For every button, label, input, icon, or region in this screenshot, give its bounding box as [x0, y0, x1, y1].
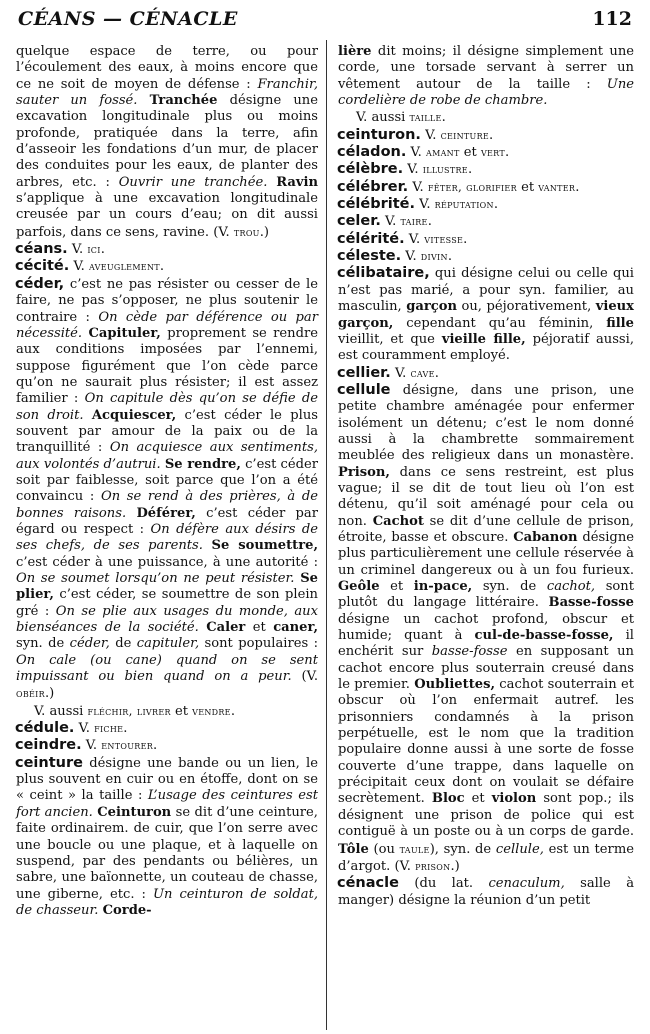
definition-text: V. [404, 231, 425, 247]
see-also-ceder [16, 703, 318, 720]
synonym-term: Ceinturon [97, 804, 172, 820]
synonym-term: Bloc [431, 791, 465, 807]
cross-reference: trou [233, 224, 260, 239]
example-text: On se soumet lorsqu’on ne peut résister. [16, 571, 295, 586]
definition-text: . [230, 703, 235, 719]
definition-text: péjoratif aussi, est couramment employé. [338, 331, 634, 364]
definition-text: V. [390, 365, 411, 381]
definition-text: se dit d’une ceinture, faite ordinairem. de cuir, que l’on serre avec une boucle ou une plaque, et à laquelle on suspend, par des pendants ou bélières, un sabre, une baïonnette, un couteau de chasse, une giberne, etc. : [16, 804, 318, 902]
right-column [338, 44, 634, 909]
definition-text: et [516, 179, 539, 195]
synonym-term: Cabanon [513, 529, 578, 545]
synonym-term: cul-de-basse-fosse, [474, 628, 614, 644]
definition-text: est un terme d’argot. (V. [338, 841, 634, 874]
cross-reference: prison [415, 858, 451, 873]
definition-text: sont pop.; ils désignent une prison de police qui est contiguë à un poste ou à un corps de garde. [338, 791, 634, 840]
definition-text: désigne plus particulièrement une cellule réservée à un criminel dangereux ou à un fou furieux. [338, 529, 634, 578]
synonym-term: violon [491, 791, 537, 807]
example-text: L’usage des ceintures est fort ancien. [16, 788, 319, 820]
headword: cécité. [15, 258, 70, 275]
cross-reference: fléchir, livrer [87, 703, 171, 718]
headword: cellule [337, 381, 391, 398]
definition-text: . [123, 721, 128, 737]
definition-text: (du lat. [398, 876, 489, 892]
cross-reference: fêter, glorifier [427, 179, 517, 194]
entry-ceans [16, 241, 318, 258]
definition-text: sont plutôt du langage littéraire. [338, 579, 634, 611]
definition-text: V. [81, 738, 102, 754]
synonym-term: Se soumettre, [211, 538, 319, 554]
synonym-term: Corde- [102, 902, 152, 918]
definition-text: qui désigne celui ou celle qui n’est pas marié, a pour syn. familier, au masculin, [338, 266, 634, 315]
entry-celeste [338, 248, 634, 265]
definition-text: c’est céder à une puissance, à une autorité : [16, 554, 318, 570]
definition-text: se dit d’une cellule de prison, étroite, basse et obscure. [338, 513, 635, 545]
definition-text: et [379, 579, 414, 594]
definition-text: . [575, 179, 580, 195]
definition-text [267, 175, 276, 190]
entry-celer [338, 213, 634, 230]
definition-text: . [427, 214, 432, 230]
definition-text: s’applique à une excavation longitudinale creusée par un cours d’eau; on dit aussi parfois, dans ce sens, ravine. (V. [16, 191, 318, 240]
cross-reference: vanter [538, 179, 576, 194]
definition-text: dans ce sens restreint, est plus vague; il se dit de tout lieu où l’on est détenu, qu’il soit aménagé pour cela ou non. [338, 464, 634, 529]
cross-reference: obéir [16, 686, 45, 701]
definition-text: . [505, 145, 510, 161]
headword: célibataire, [337, 265, 430, 282]
definition-text: il enchérit sur [338, 628, 634, 660]
synonym-term: Acquiescer, [91, 407, 177, 423]
definition-text: V. [69, 259, 89, 275]
entry-ceinturon [338, 127, 634, 144]
definition-text [137, 93, 149, 108]
entry-ceder [16, 276, 318, 703]
cross-reference: réputation [434, 197, 494, 212]
cross-reference: taire [400, 214, 428, 229]
example-text: cellule, [495, 841, 544, 857]
example-text: On défère aux désirs de ses chefs, de ses parents. [16, 521, 318, 554]
synonym-term: Se rendre, [164, 456, 241, 472]
definition-text: et [170, 703, 193, 719]
definition-text: et [245, 620, 274, 636]
definition-text: . [489, 127, 494, 143]
synonym-term: fille [606, 315, 634, 331]
definition-text: . [441, 110, 446, 126]
headword: célèbre. [337, 161, 404, 178]
synonym-term: Caler [206, 620, 246, 636]
definition-text: . [447, 249, 452, 265]
synonym-term: Déférer, [136, 505, 196, 521]
example-text: cachot, [546, 579, 596, 594]
headword: cénacle [337, 875, 399, 892]
entry-celebrer [338, 179, 634, 196]
entry-continuation [16, 44, 318, 241]
definition-text: c’est céder soit par faiblesse, soit parce que l’on a été convaincu : [16, 456, 318, 505]
synonym-term: Tranchée [149, 93, 218, 109]
synonym-term: Tôle [338, 841, 369, 857]
running-head: CÉANS — CÉNACLE [18, 8, 238, 30]
definition-text: cachot souterrain et obscur où l’on enfermait autref. les prisonniers condamnés à la prison perpétuelle, est le nom que la tradition populaire donne aussi à une sorte de fosse couverte d’une trappe, dans laquelle on précipitait ceux dont on voulait se défaire secrètement. [338, 677, 634, 807]
definition-text: (ou [368, 841, 400, 857]
example-text: On cède par déférence ou par nécessité. [16, 309, 318, 341]
definition-text: c’est céder par égard ou respect : [16, 505, 318, 537]
headword: célébrité. [337, 196, 416, 213]
headword: ceinturon. [337, 126, 421, 143]
definition-text: proprement se rendre aux conditions imposées par l’ennemi, suppose figurément que l’on cède parce qu’on ne saurait plus résister; il est assez familier : [16, 325, 318, 407]
definition-text: ), syn. de [429, 841, 496, 857]
cross-reference: ceinture [440, 127, 490, 142]
headword: célérité. [337, 230, 405, 247]
definition-text: en supposant un cachot encore plus souterrain creusé dans le premier. [338, 644, 634, 693]
headword: célébrer. [337, 178, 409, 195]
example-text: Un ceinturon de soldat, de chasseur. [16, 886, 319, 918]
definition-text: . [153, 738, 158, 754]
example-text: basse-fosse [431, 644, 508, 660]
synonym-term: in-pace, [413, 579, 473, 594]
cross-reference: entourer [101, 738, 154, 753]
definition-text: V. [67, 242, 88, 258]
entry-cellule [338, 382, 634, 875]
synonym-term: Ravin [276, 174, 318, 190]
definition-text [84, 408, 92, 423]
definition-text: V. [401, 249, 421, 265]
synonym-term: Prison, [338, 464, 390, 480]
entry-continuation [338, 44, 634, 109]
synonym-term: Se plier, [16, 571, 318, 603]
page-header [18, 6, 632, 34]
definition-text: V. [403, 162, 423, 178]
synonym-term: Oubliettes, [414, 677, 495, 693]
example-text: Ouvrir une tranchée. [118, 174, 268, 190]
synonym-term: Geôle [338, 579, 380, 594]
definition-text: désigne une excavation longitudinale plus ou moins profonde, pratiquée dans la terre, afin d’asseoir les fondations d’un mur, de placer des conduites pour les eaux, de planter des arbres, etc. : [16, 93, 318, 190]
entry-celebre [338, 161, 634, 178]
cross-reference: fiche [94, 721, 124, 736]
example-text: cenaculum, [488, 876, 565, 892]
example-text: céder, [69, 636, 110, 652]
example-text: On capitule dès qu’on se défie de son droit. [16, 391, 318, 423]
cross-reference: vert [480, 145, 505, 160]
definition-text: syn. de [16, 636, 70, 652]
definition-text: sont populaires : [199, 636, 318, 652]
entry-celerite [338, 231, 634, 248]
definition-text: c’est céder le plus souvent par amour de la paix ou de la tranquillité : [16, 407, 318, 456]
definition-text: . [100, 242, 105, 258]
definition-text: V. [420, 127, 441, 143]
definition-text: désigne une bande ou un lien, le plus souvent en cuir ou en étoffe, dont on se « ceint » la taille : [16, 755, 318, 804]
definition-text: V. [74, 721, 95, 737]
definition-text: .) [450, 858, 460, 874]
headword: céder, [15, 275, 65, 292]
page-number: 112 [592, 8, 632, 30]
headword: ceinture [15, 754, 83, 771]
definition-text: cependant qu’au féminin, [393, 315, 607, 331]
entry-ceinture [16, 755, 318, 919]
definition-text: désigne un cachot profond, obscur et humide; quant à [338, 611, 634, 644]
definition-text: et [459, 145, 481, 161]
left-column [16, 44, 318, 919]
entry-cellier [338, 365, 634, 382]
definition-text: et [464, 791, 492, 807]
example-text: capituler, [136, 636, 200, 652]
definition-text: .) [44, 686, 55, 702]
cross-reference: taille [409, 110, 442, 125]
definition-text: ou, péjorativement, [456, 299, 596, 315]
headword: celer. [337, 213, 381, 230]
example-text: Franchir, sauter un fossé. [16, 76, 318, 109]
definition-text: V. [408, 179, 428, 195]
synonym-term: lière [338, 44, 372, 59]
headword: ceindre. [15, 737, 82, 754]
example-text: On se plie aux usages du monde, aux bienséances de la société. [16, 603, 318, 636]
definition-text: vieillit, et que [338, 331, 442, 347]
cross-reference: vitesse [424, 231, 464, 246]
definition-text: V. [406, 145, 427, 161]
cross-reference: amant [426, 145, 460, 160]
column-divider [326, 40, 327, 1030]
entry-cecite [16, 258, 318, 275]
example-text: On se rend à des prières, à de bonnes raisons. [16, 489, 318, 521]
definition-text: .) [259, 224, 270, 240]
see-also-ceinture [338, 109, 634, 126]
headword: céleste. [337, 248, 402, 265]
definition-text: . [159, 259, 165, 275]
definition-text: (V. [291, 669, 318, 685]
synonym-term: Cachot [372, 513, 424, 529]
cross-reference: divin [420, 249, 448, 264]
example-text: Une cordelière de robe de chambre. [338, 76, 634, 109]
synonym-term: caner, [273, 620, 318, 636]
definition-text: c’est céder, se soumettre de son plein gré : [16, 587, 318, 619]
definition-text: . [434, 365, 439, 381]
entry-celibataire [338, 265, 634, 364]
synonym-term: vieux garçon, [338, 299, 634, 331]
synonym-term: vieille fille, [441, 331, 526, 347]
headword: céans. [15, 241, 68, 258]
cross-reference: taule [399, 841, 430, 856]
definition-text: salle à manger) désigne la réunion d’un petit [338, 876, 635, 908]
definition-text: . [493, 197, 498, 213]
definition-text: V. aussi [356, 110, 410, 126]
example-text: On cale (ou cane) quand on se sent impuissant ou bien quand on a peur. [16, 652, 318, 685]
entry-celadon [338, 144, 634, 161]
entry-cenacle [338, 875, 634, 909]
cross-reference: cave [410, 365, 435, 380]
definition-text [126, 506, 136, 521]
entry-celebrite [338, 196, 634, 213]
synonym-term: Basse-fosse [548, 595, 634, 611]
cross-reference: aveuglement [88, 259, 160, 274]
headword: céladon. [337, 144, 407, 161]
entry-ceindre [16, 737, 318, 754]
cross-reference: ici [87, 242, 101, 257]
definition-text: . [467, 162, 473, 178]
definition-text: syn. de [472, 579, 547, 594]
definition-text [203, 538, 212, 553]
example-text: On acquiesce aux sentiments, aux volontés d’autrui. [16, 440, 319, 472]
definition-text: V. aussi [34, 703, 88, 719]
definition-text: dit moins; il désigne simplement une corde, une torsade servant à serrer un vêtement autour de la taille : [338, 44, 634, 92]
cross-reference: vendre [192, 703, 231, 718]
synonym-term: garçon [406, 299, 457, 315]
cross-reference: illustre [422, 162, 468, 177]
headword: cédule. [15, 720, 75, 737]
definition-text: désigne, dans une prison, une petite chambre aménagée pour enfermer isolément un détenu; c’est le nom donné aussi à la chambrette sommairement meublée des religieux dans un monastère. [338, 382, 634, 464]
synonym-term: Capituler, [88, 325, 161, 341]
definition-text: V. [415, 197, 435, 213]
definition-text: V. [380, 214, 401, 230]
headword: cellier. [337, 364, 391, 381]
entry-cedule [16, 720, 318, 737]
definition-text: c’est ne pas résister ou cesser de le faire, ne pas s’opposer, ne plus soutenir le contraire : [16, 276, 318, 325]
definition-text: de [109, 636, 137, 652]
definition-text: . [463, 231, 468, 247]
definition-text: quelque espace de terre, ou pour l’écoulement des eaux, à moins encore que ce ne soit de moyen de défense : [16, 44, 318, 92]
